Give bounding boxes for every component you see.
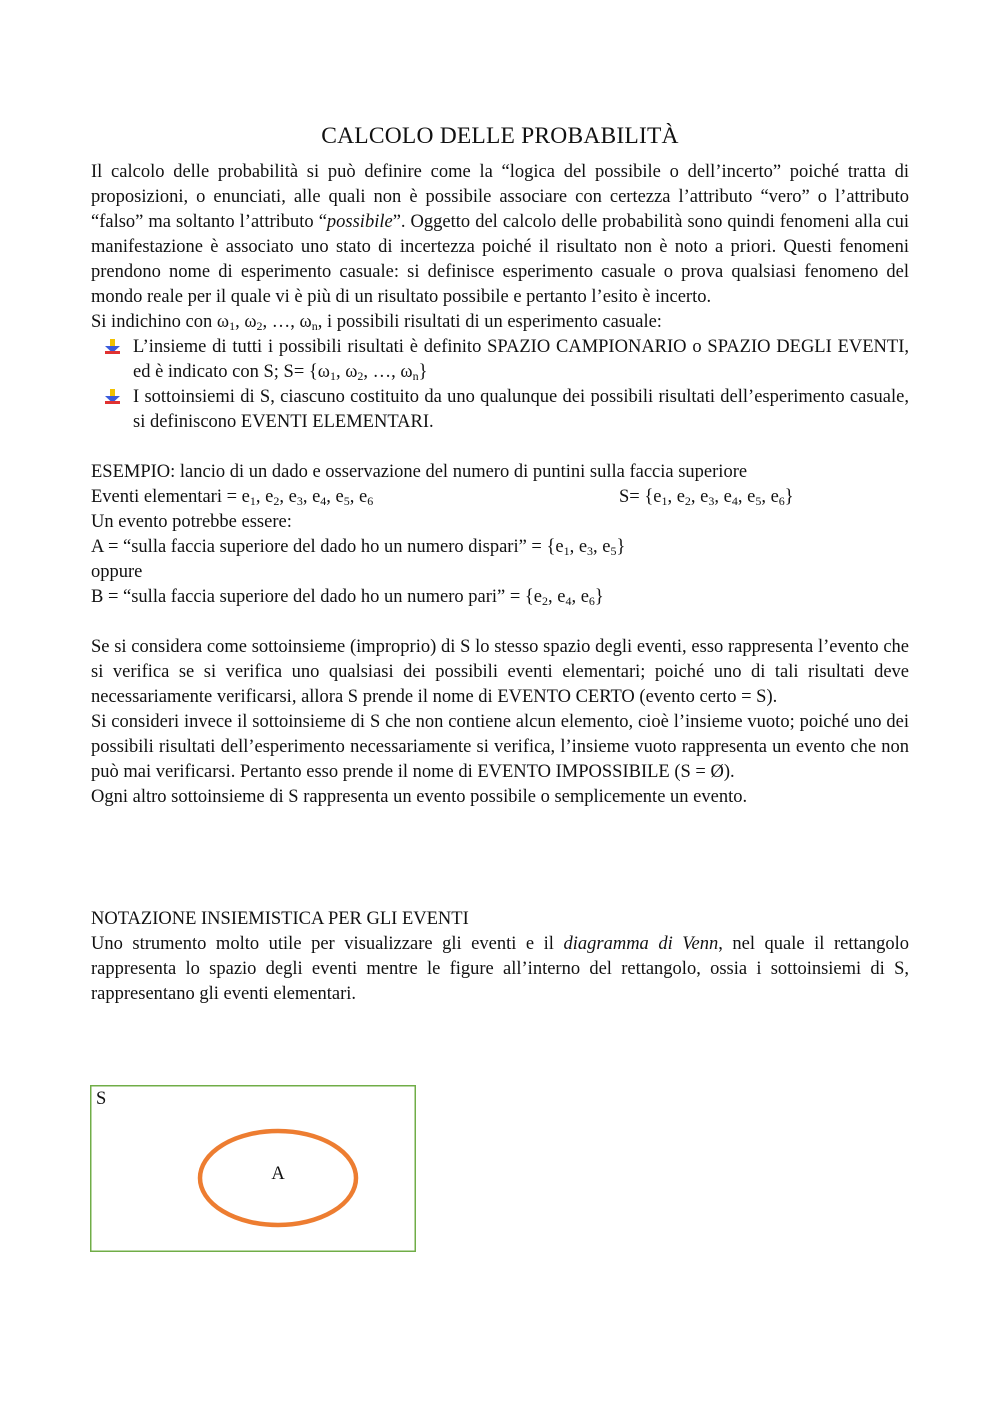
impossible-event-paragraph: Si consideri invece il sottoinsieme di S che non contiene alcun elemento, cioè l’insieme vuoto; poiché uno dei possibili risultati dell’esperimento necessariamente si verifica, l’insieme vuoto rappresenta un evento che non può mai verificarsi. Pertanto esso prende il nome di EVENTO IMPOSSIBILE (S = Ø). <box>91 712 909 782</box>
separator: , <box>667 487 677 507</box>
elementary-events-line <box>91 485 619 510</box>
could-be-line: Un evento potrebbe essere: <box>91 512 292 532</box>
separator: , <box>571 587 581 607</box>
separator: , <box>737 487 748 507</box>
e-list <box>555 537 616 557</box>
event-symbol: e <box>770 487 779 507</box>
event-subscript: 3 <box>708 494 715 508</box>
e-list <box>653 487 785 507</box>
arrow-bullet-icon <box>105 389 120 404</box>
event-subscript: 6 <box>778 494 785 508</box>
event-symbol: e <box>241 487 250 507</box>
event-symbol: e <box>359 487 368 507</box>
event-subscript: 1 <box>563 544 570 558</box>
event-subscript: 3 <box>296 494 303 508</box>
event-subscript: 5 <box>610 544 617 558</box>
separator: , <box>569 537 579 557</box>
notation-italic: diagramma di Venn <box>563 934 719 954</box>
bullet-sub: 1 <box>329 369 336 383</box>
bullet-text: L’insieme di tutti i possibili risultati è definito SPAZIO CAMPIONARIO o SPAZIO DEGLI EVENTI, ed è indicato con S; S= {ω <box>133 337 909 382</box>
omega-sub: 1 <box>229 319 236 333</box>
intro-text-2: ”. Oggetto del calcolo delle probabilità sono quindi fenomeni alla cui manifestazione è associato uno stato di incertezza poiché il risultato non è noto a priori. Questi fenomeni prendono nome di esperimento casuale: si definisce esperimento casuale o prova qualsiasi fenomeno del mondo reale per il quale vi è più di un risultato possibile e pertanto l’esito è incerto. <box>91 212 909 307</box>
sample-space-rect <box>91 1086 416 1252</box>
event-symbol: e <box>288 487 297 507</box>
sample-space-line <box>619 485 794 510</box>
omega-text: , i possibili risultati di un esperimento casuale: <box>317 312 662 332</box>
event-symbol: e <box>557 587 566 607</box>
event-subscript: 5 <box>755 494 762 508</box>
omega-intro <box>91 310 909 335</box>
label: B = “sulla faccia superiore del dado ho un numero pari” = { <box>91 587 534 607</box>
separator: , <box>690 487 701 507</box>
event-b-line <box>91 585 909 610</box>
separator: , <box>761 487 771 507</box>
notation-text: Uno strumento molto utile per visualizzare gli eventi e il <box>91 934 564 954</box>
event-subscript: 5 <box>343 494 350 508</box>
venn-diagram <box>90 1085 416 1252</box>
event-symbol: e <box>555 537 564 557</box>
bullet-text: , …, ω <box>363 362 413 382</box>
label: A = “sulla faccia superiore del dado ho un numero dispari” = { <box>91 537 556 557</box>
event-subscript: 1 <box>249 494 256 508</box>
event-a-line <box>91 535 909 560</box>
event-subscript: 3 <box>587 544 594 558</box>
event-symbol: e <box>533 587 542 607</box>
event-symbol: e <box>723 487 732 507</box>
separator: , <box>714 487 724 507</box>
e-list <box>534 587 595 607</box>
oppure-line: oppure <box>91 562 143 582</box>
event-subscript: 4 <box>731 494 738 508</box>
event-symbol: e <box>578 537 588 557</box>
separator: , <box>302 487 313 507</box>
notation-paragraph <box>91 932 909 1007</box>
list-item-sample-space <box>91 335 909 385</box>
definition-list <box>91 335 909 435</box>
event-subscript: 2 <box>684 494 691 508</box>
brace: } <box>784 487 794 507</box>
event-symbol: e <box>265 487 274 507</box>
separator: , <box>255 487 266 507</box>
document-page <box>91 118 909 1007</box>
event-symbol: e <box>312 487 321 507</box>
brace: } <box>616 537 626 557</box>
event-subscript: 2 <box>541 594 548 608</box>
event-subscript: 1 <box>661 494 668 508</box>
event-subscript: 2 <box>273 494 280 508</box>
separator: , <box>279 487 289 507</box>
bullet-text: } <box>418 362 428 382</box>
omega-sub: 2 <box>256 319 263 333</box>
bullet-text: , ω <box>335 362 358 382</box>
event-symbol: e <box>700 487 709 507</box>
intro-italic: possibile <box>326 212 393 232</box>
event-subscript: 4 <box>565 594 572 608</box>
event-a-label: A <box>271 1164 285 1184</box>
label: Eventi elementari = <box>91 487 242 507</box>
separator: , <box>593 537 603 557</box>
bullet-sub: 2 <box>357 369 364 383</box>
event-symbol: e <box>747 487 756 507</box>
omega-text: , ω <box>235 312 257 332</box>
certain-event-paragraph: Se si considera come sottoinsieme (improprio) di S lo stesso spazio degli eventi, esso rappresenta l’evento che si verifica se si verifica uno qualsiasi dei possibili eventi elementari; poiché uno di tali risultati deve necessariamente verificarsi, allora S prende il nome di EVENTO CERTO (evento certo = S). <box>91 637 909 707</box>
separator: , <box>547 587 558 607</box>
event-symbol: e <box>676 487 685 507</box>
notation-text: , nel quale il rettangolo rappresenta lo spazio degli eventi mentre le figure all’interno del rettangolo, ossia i sottoinsiemi di S, rappresentano gli eventi elementari. <box>91 934 909 1004</box>
omega-text: , …, ω <box>262 312 312 332</box>
sample-space-label: S <box>96 1089 107 1109</box>
event-symbol: e <box>602 537 611 557</box>
event-symbol: e <box>335 487 344 507</box>
e-list <box>242 487 374 507</box>
label: S= { <box>619 487 654 507</box>
list-item-elementary-events <box>91 385 909 435</box>
event-subscript: 4 <box>320 494 327 508</box>
notation-heading: NOTAZIONE INSIEMISTICA PER GLI EVENTI <box>91 909 469 929</box>
event-symbol: e <box>653 487 662 507</box>
omega-sub: n <box>311 319 318 333</box>
intro-paragraph <box>91 160 909 310</box>
event-symbol: e <box>580 587 589 607</box>
example-heading: ESEMPIO: lancio di un dado e osservazione del numero di puntini sulla faccia superiore <box>91 462 748 482</box>
event-subscript: 6 <box>588 594 595 608</box>
arrow-bullet-icon <box>105 339 120 354</box>
page-title: CALCOLO DELLE PROBABILITÀ <box>321 123 679 149</box>
other-event-paragraph: Ogni altro sottoinsieme di S rappresenta un evento possibile o semplicemente un evento. <box>91 787 748 807</box>
separator: , <box>326 487 336 507</box>
separator: , <box>349 487 360 507</box>
bullet-sub: n <box>412 369 419 383</box>
event-subscript: 6 <box>367 494 374 508</box>
brace: } <box>594 587 604 607</box>
bullet-text: I sottoinsiemi di S, ciascuno costituito da uno qualunque dei possibili risultati dell’esperimento casuale, si definiscono EVENTI ELEMENTARI. <box>133 387 909 432</box>
example-events-row <box>91 485 909 510</box>
omega-text: Si indichino con ω <box>91 312 230 332</box>
intro-text-1: Il calcolo delle probabilità si può definire come la “logica del possibile o dell’incerto” poiché tratta di proposizioni, o enunciati, alle quali non è possibile associare con certezza l’attributo “vero” o l’attributo “falso” ma soltanto l’attributo “ <box>91 162 909 232</box>
